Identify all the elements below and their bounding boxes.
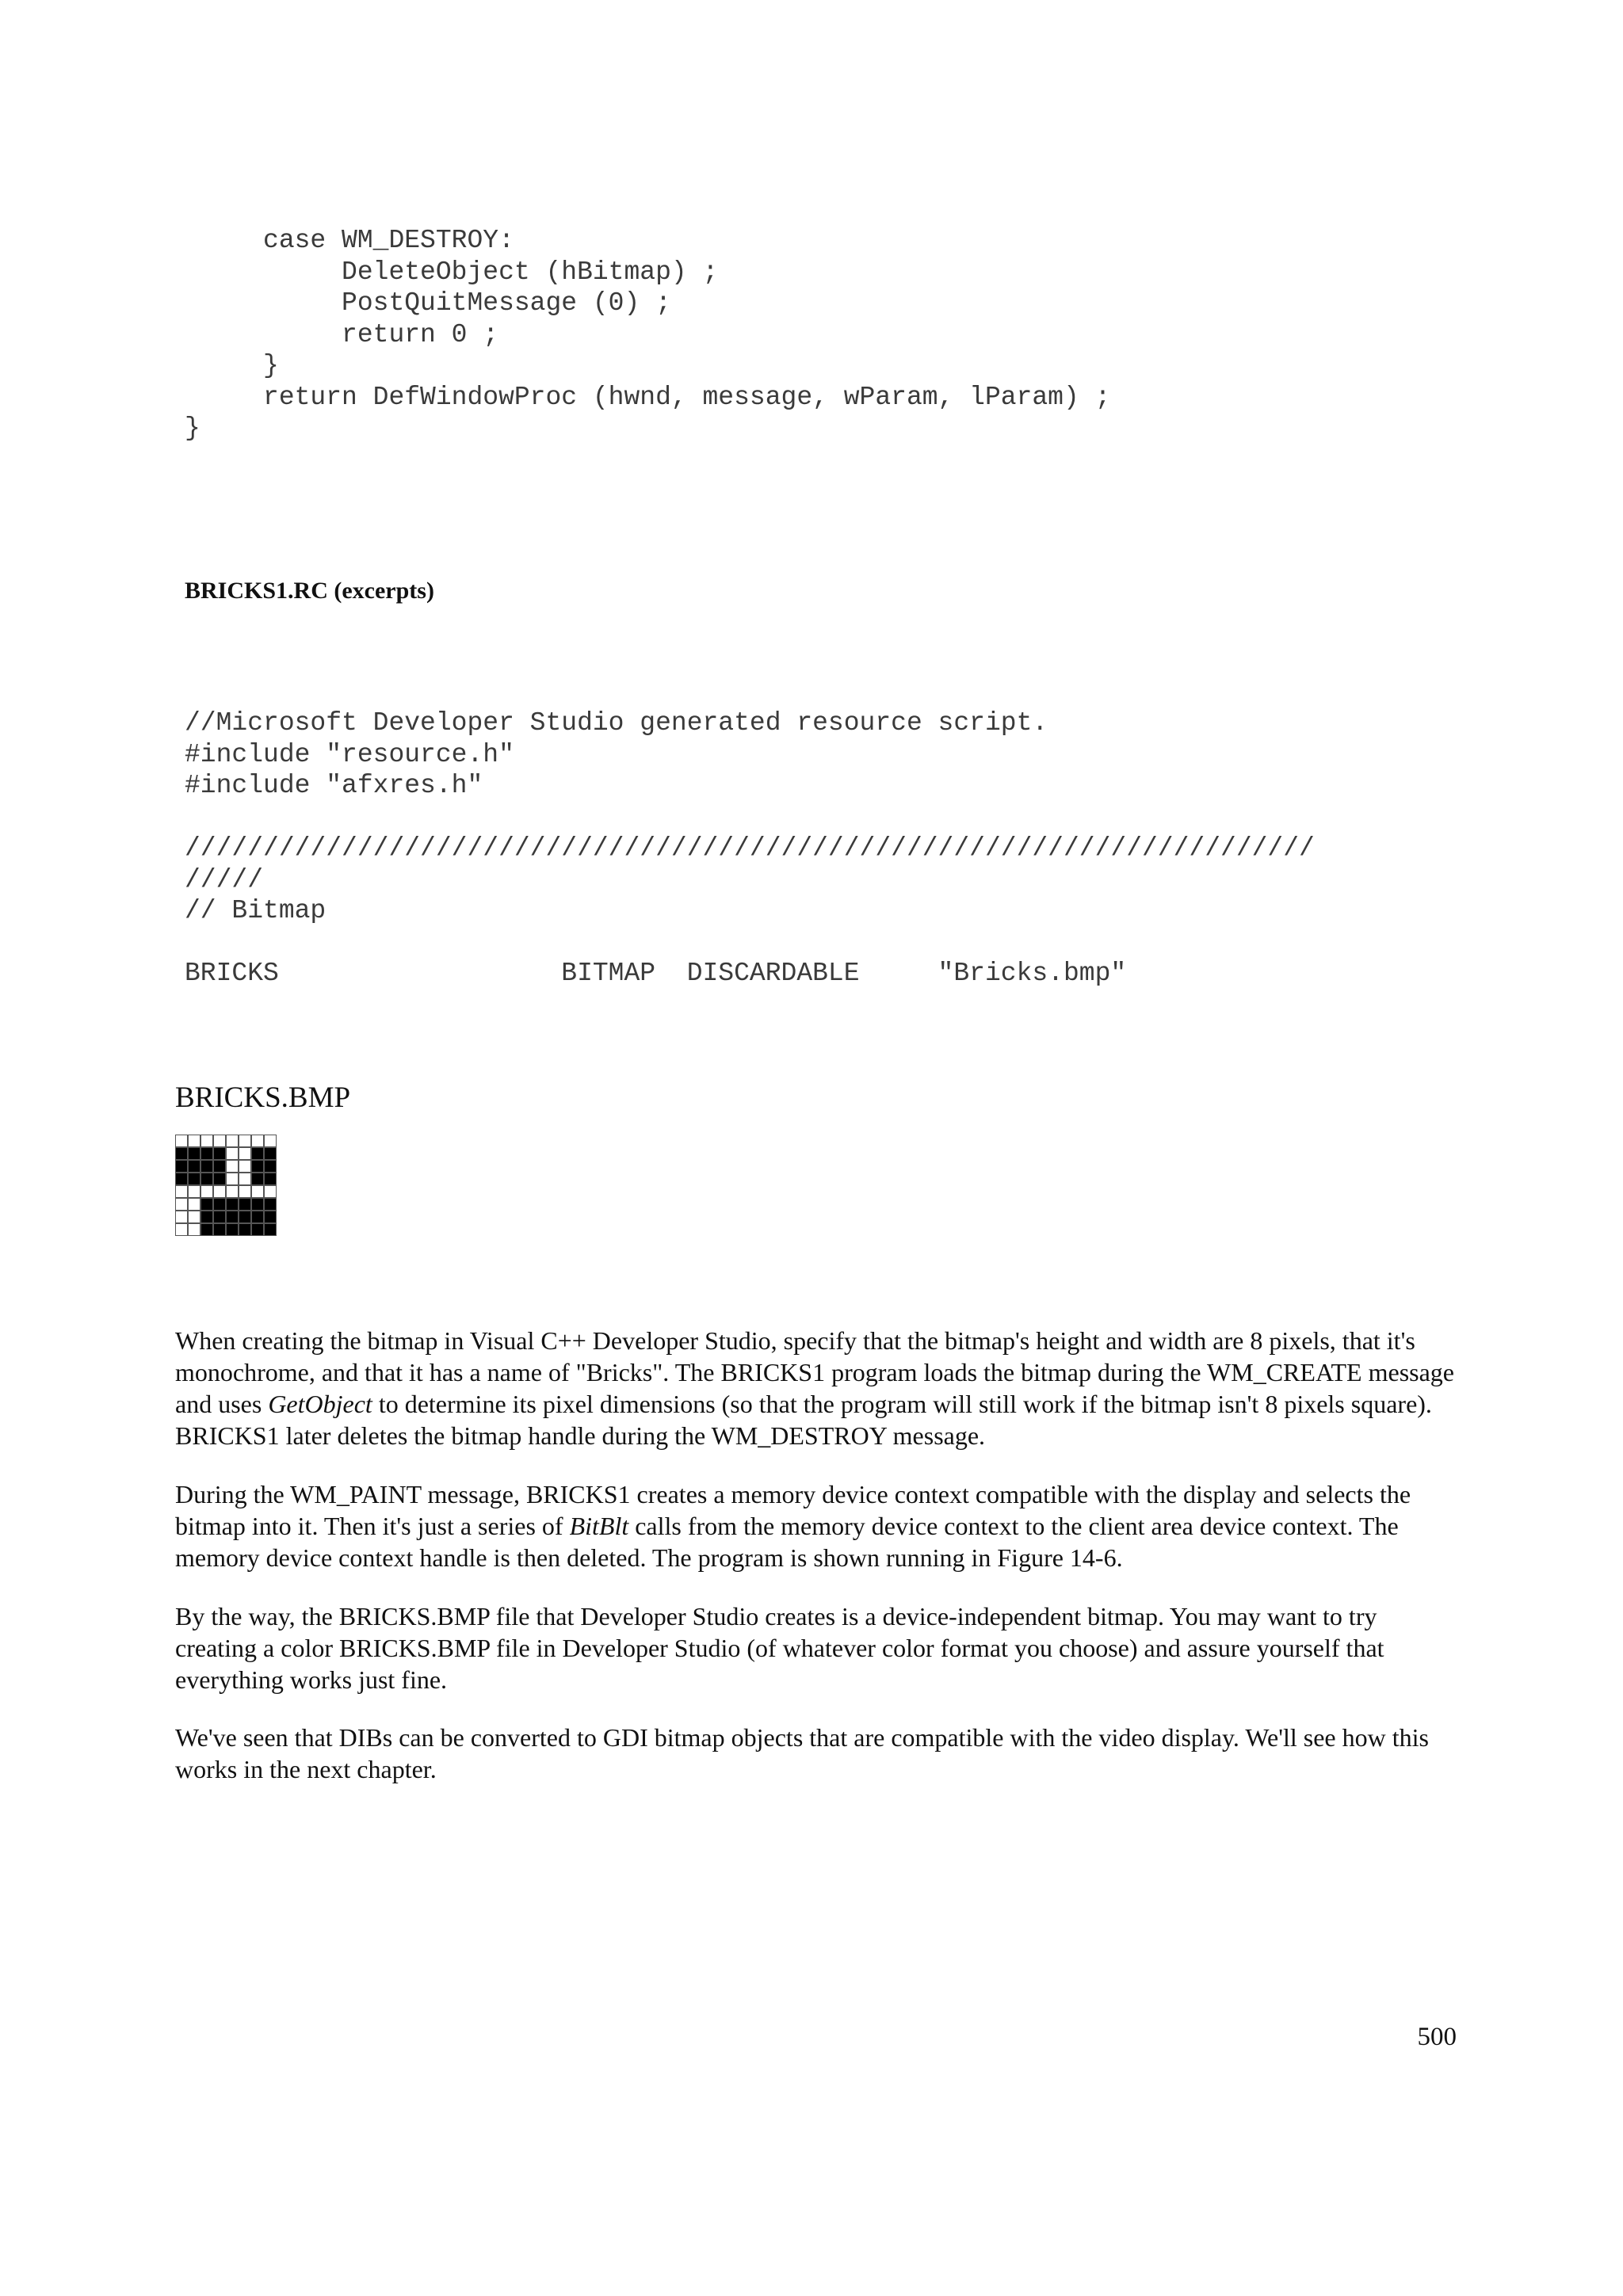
bitmap-pixel xyxy=(214,1211,226,1223)
code-line: } xyxy=(185,414,200,443)
bitmap-pixel xyxy=(239,1161,251,1173)
paragraph-text: to determine its pixel dimensions (so that the program will still work if the bitmap isn't 8 pixels square). BRICKS1 later deletes the bitmap handle during the WM_DESTROY message. xyxy=(175,1390,1432,1450)
bitmap-pixel xyxy=(252,1173,264,1185)
bitmap-pixel xyxy=(201,1199,213,1211)
bitmap-pixel xyxy=(252,1211,264,1223)
code-line: PostQuitMessage (0) ; xyxy=(185,288,671,318)
code-line: BRICKS BITMAP DISCARDABLE "Bricks.bmp" xyxy=(185,959,1127,988)
code-line: // Bitmap xyxy=(185,896,327,925)
bitmap-pixel xyxy=(214,1135,226,1147)
bitmap-pixel xyxy=(176,1148,188,1160)
bitmap-pixel xyxy=(176,1211,188,1223)
bitmap-pixel xyxy=(214,1186,226,1198)
bitmap-pixel xyxy=(189,1186,200,1198)
paragraph-device-independent: By the way, the BRICKS.BMP file that Developer Studio creates is a device-independent bitmap. You may want to try creating a color BRICKS.BMP file in Developer Studio (of whatever color format you choose) and assure yourself that everything works just fine. xyxy=(175,1602,1384,1694)
code-line: return DefWindowProc (hwnd, message, wParam, lParam) ; xyxy=(185,382,1111,412)
bitmap-pixel xyxy=(201,1135,213,1147)
bitmap-pixel xyxy=(227,1224,239,1236)
bitmap-pixel xyxy=(227,1161,239,1173)
bitmap-pixel xyxy=(252,1161,264,1173)
bitmap-pixel xyxy=(201,1161,213,1173)
bitmap-pixel xyxy=(189,1224,200,1236)
bitmap-pixel xyxy=(265,1173,277,1185)
bitmap-pixel xyxy=(176,1186,188,1198)
bitmap-pixel xyxy=(189,1199,200,1211)
bitmap-pixel xyxy=(265,1148,277,1160)
code-line: ///// xyxy=(185,864,264,894)
bitmap-pixel xyxy=(201,1173,213,1185)
bitmap-pixel xyxy=(239,1199,251,1211)
bitmap-pixel xyxy=(239,1224,251,1236)
bricks-bitmap-image xyxy=(175,1135,277,1236)
bitmap-pixel xyxy=(265,1135,277,1147)
code-block-wndproc-end xyxy=(185,225,1110,444)
bitmap-pixel xyxy=(201,1211,213,1223)
bitmap-pixel xyxy=(189,1135,200,1147)
paragraph-wm-paint xyxy=(175,1478,1459,1573)
bitmap-pixel xyxy=(176,1199,188,1211)
bitmap-pixel xyxy=(239,1186,251,1198)
bitmap-pixel xyxy=(201,1148,213,1160)
code-line: #include "afxres.h" xyxy=(185,771,483,800)
bitmap-pixel xyxy=(189,1211,200,1223)
bitmap-pixel xyxy=(176,1173,188,1185)
function-name-bitblt: BitBlt xyxy=(569,1512,629,1540)
bitmap-pixel xyxy=(227,1173,239,1185)
code-line: //////////////////////////////////////////////////////////////////////// xyxy=(185,833,1315,863)
bitmap-pixel xyxy=(227,1199,239,1211)
bitmap-pixel xyxy=(265,1161,277,1173)
code-line: return 0 ; xyxy=(185,319,499,349)
bitmap-pixel xyxy=(227,1148,239,1160)
code-line: #include "resource.h" xyxy=(185,739,514,769)
bitmap-pixel xyxy=(201,1186,213,1198)
bitmap-pixel xyxy=(265,1199,277,1211)
bitmap-pixel xyxy=(176,1135,188,1147)
bitmap-pixel xyxy=(252,1148,264,1160)
bitmap-pixel xyxy=(227,1186,239,1198)
code-line: //Microsoft Developer Studio generated resource script. xyxy=(185,708,1048,738)
bitmap-pixel xyxy=(252,1135,264,1147)
code-line xyxy=(185,802,1315,833)
bitmap-pixel xyxy=(265,1224,277,1236)
bitmap-pixel xyxy=(189,1161,200,1173)
bitmap-pixel xyxy=(252,1199,264,1211)
function-name-getobject: GetObject xyxy=(268,1390,372,1418)
listing-title: BRICKS1.RC (excerpts) xyxy=(185,578,434,604)
bitmap-pixel xyxy=(214,1161,226,1173)
bitmap-heading: BRICKS.BMP xyxy=(175,1081,351,1114)
bitmap-pixel xyxy=(214,1148,226,1160)
bitmap-pixel xyxy=(214,1224,226,1236)
code-line: DeleteObject (hBitmap) ; xyxy=(185,257,719,287)
bitmap-pixel xyxy=(176,1161,188,1173)
bitmap-pixel xyxy=(189,1148,200,1160)
bitmap-pixel xyxy=(252,1224,264,1236)
bitmap-pixel xyxy=(214,1173,226,1185)
paragraph-text: calls from the memory device context to the client area device context. The memory device context handle is then deleted. The program is shown running in Figure 14-6. xyxy=(175,1512,1399,1572)
code-line xyxy=(185,927,1315,959)
page-number: 500 xyxy=(1417,2023,1457,2051)
code-line: case WM_DESTROY: xyxy=(185,226,514,255)
paragraph-text: When creating the bitmap in Visual C++ Developer Studio, specify that the bitmap's height and width are 8 pixels, that it's monochrome, and that it has a name of "Bricks". The BRICKS1 program loads the bitmap during the WM_CREATE message and uses xyxy=(175,1326,1454,1418)
bitmap-pixel xyxy=(239,1135,251,1147)
bitmap-pixel xyxy=(227,1211,239,1223)
code-block-resource-script xyxy=(185,707,1315,990)
paragraph-text: During the WM_PAINT message, BRICKS1 creates a memory device context compatible with the display and selects the bitmap into it. Then it's just a series of xyxy=(175,1480,1411,1540)
bitmap-pixel xyxy=(239,1148,251,1160)
bitmap-pixel xyxy=(214,1199,226,1211)
bitmap-pixel xyxy=(239,1211,251,1223)
bitmap-pixel xyxy=(265,1211,277,1223)
bitmap-pixel xyxy=(201,1224,213,1236)
bitmap-pixel xyxy=(252,1186,264,1198)
code-line: } xyxy=(185,351,279,380)
paragraph-creating-bitmap xyxy=(175,1325,1459,1451)
bitmap-pixel xyxy=(189,1173,200,1185)
paragraph-next-chapter: We've seen that DIBs can be converted to GDI bitmap objects that are compatible with the video display. We'll see how this works in the next chapter. xyxy=(175,1723,1429,1783)
bitmap-pixel xyxy=(239,1173,251,1185)
bitmap-pixel xyxy=(176,1224,188,1236)
bitmap-pixel xyxy=(227,1135,239,1147)
bitmap-pixel xyxy=(265,1186,277,1198)
